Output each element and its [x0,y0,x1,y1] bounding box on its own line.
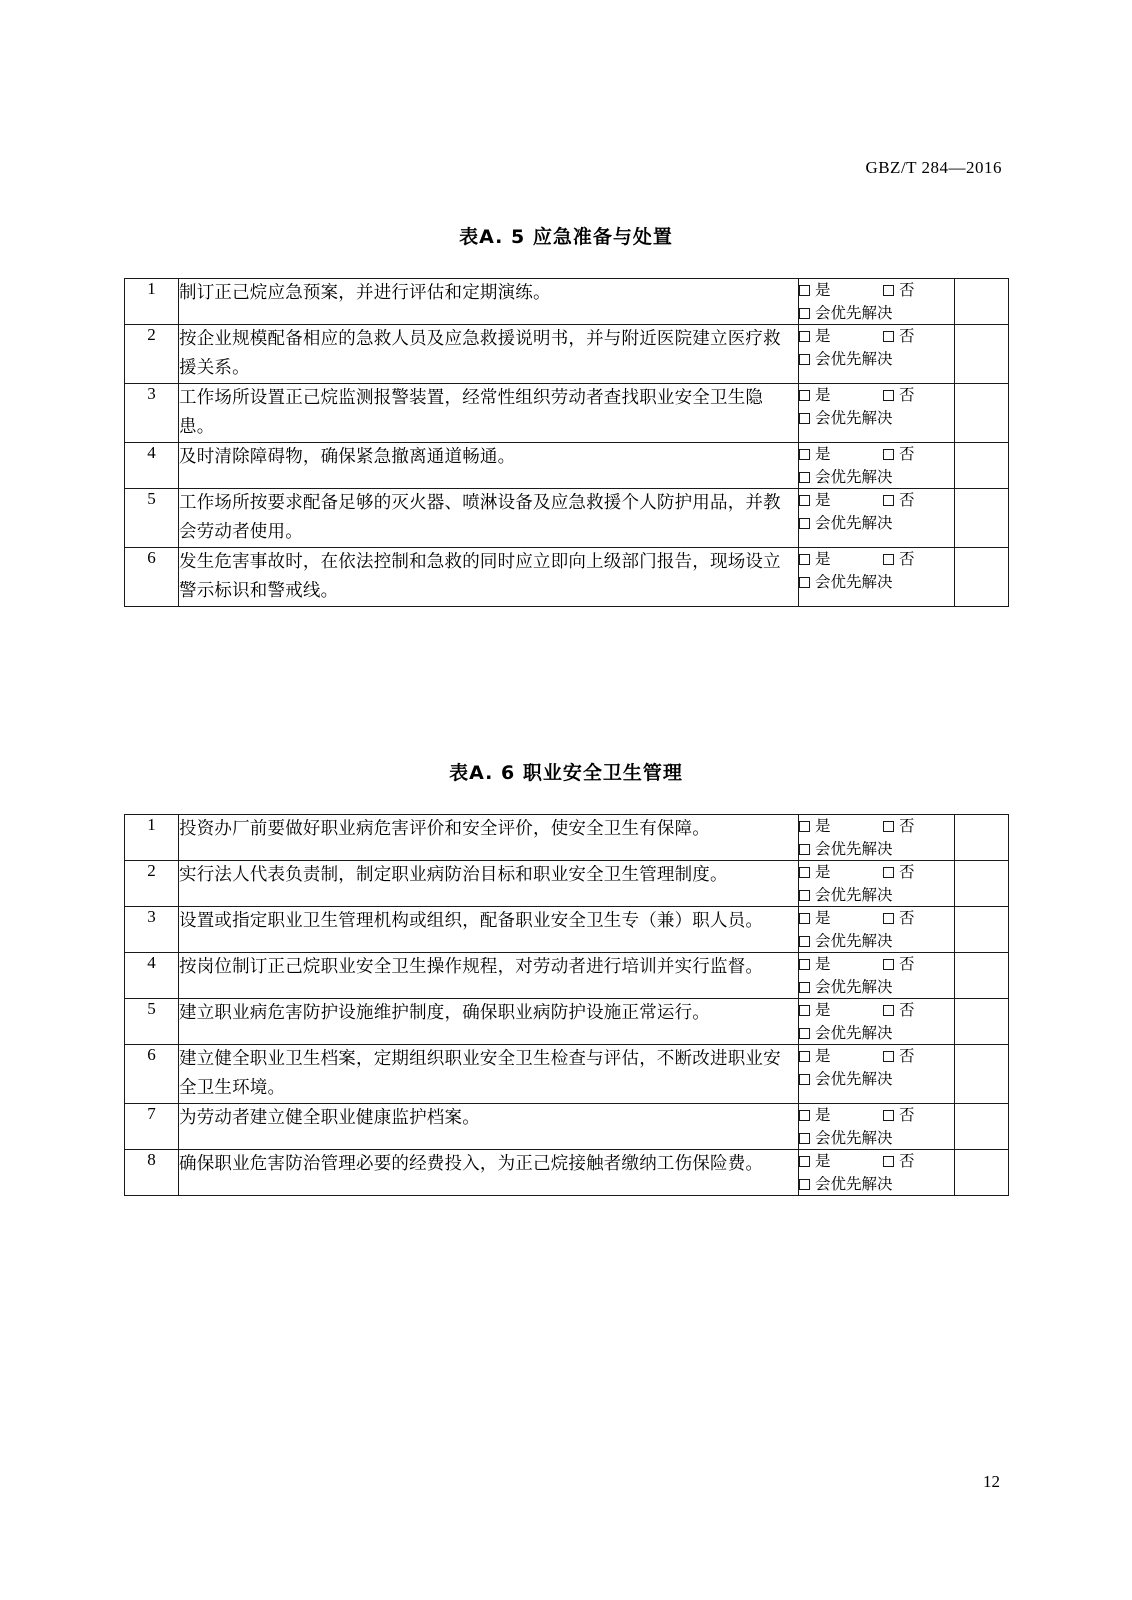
row-text: 工作场所设置正己烷监测报警装置，经常性组织劳动者查找职业安全卫生隐患。 [179,384,799,443]
option-yes-label: 是 [815,909,831,927]
row-remark[interactable] [955,907,1009,953]
row-text: 建立职业病危害防护设施维护制度，确保职业病防护设施正常运行。 [179,999,799,1045]
option-priority[interactable] [799,884,954,906]
table-row [125,279,1009,325]
option-yes-label: 是 [815,863,831,881]
row-options [799,489,955,548]
option-priority[interactable] [799,512,954,534]
table-row [125,384,1009,443]
row-number: 8 [125,1150,179,1196]
checkbox-icon[interactable] [799,1156,810,1167]
row-text: 按企业规模配备相应的急救人员及应急救援说明书，并与附近医院建立医疗救援关系。 [179,325,799,384]
checkbox-icon[interactable] [799,518,810,529]
row-text: 工作场所按要求配备足够的灭火器、喷淋设备及应急救援个人防护用品，并教会劳动者使用。 [179,489,799,548]
row-number: 2 [125,325,179,384]
checkbox-icon[interactable] [799,308,810,319]
option-priority-label: 会优先解决 [815,1175,893,1193]
option-no[interactable] [883,1045,915,1067]
option-no-label: 否 [899,1001,915,1019]
row-remark[interactable] [955,861,1009,907]
option-yes-label: 是 [815,1152,831,1170]
checkbox-icon[interactable] [799,890,810,901]
checkbox-icon[interactable] [799,913,810,924]
row-remark[interactable] [955,815,1009,861]
table-row [125,489,1009,548]
option-yes-label: 是 [815,550,831,568]
table-title-a6: 表A. 6 职业安全卫生管理 [449,762,683,784]
option-yes-label: 是 [815,281,831,299]
row-options [799,548,955,607]
checkbox-icon[interactable] [799,354,810,365]
option-priority[interactable] [799,1127,954,1149]
option-priority-label: 会优先解决 [815,514,893,532]
row-number: 3 [125,384,179,443]
table-row [125,907,1009,953]
option-no-label: 否 [899,550,915,568]
option-yes[interactable] [799,1045,883,1067]
table-row [125,1104,1009,1150]
row-remark[interactable] [955,1150,1009,1196]
checkbox-icon[interactable] [883,1156,894,1167]
checkbox-icon[interactable] [883,331,894,342]
checkbox-icon[interactable] [799,554,810,565]
option-no-label: 否 [899,1106,915,1124]
option-yes[interactable] [799,384,883,406]
checkbox-icon[interactable] [883,449,894,460]
option-yes-label: 是 [815,1001,831,1019]
row-remark[interactable] [955,1045,1009,1104]
checkbox-icon[interactable] [799,821,810,832]
checkbox-icon[interactable] [799,982,810,993]
option-yes[interactable] [799,953,883,975]
checkbox-icon[interactable] [799,1133,810,1144]
option-no[interactable] [883,384,915,406]
row-text: 实行法人代表负责制，制定职业病防治目标和职业安全卫生管理制度。 [179,861,799,907]
checkbox-icon[interactable] [799,1005,810,1016]
option-no-label: 否 [899,863,915,881]
option-yes-label: 是 [815,491,831,509]
checkbox-icon[interactable] [883,285,894,296]
option-yes[interactable] [799,815,883,837]
option-no-label: 否 [899,1047,915,1065]
row-number: 2 [125,861,179,907]
option-priority[interactable] [799,571,954,593]
option-yes[interactable] [799,279,883,301]
option-priority[interactable] [799,1173,954,1195]
checkbox-icon[interactable] [799,495,810,506]
row-options [799,999,955,1045]
option-priority[interactable] [799,1022,954,1044]
option-no[interactable] [883,279,915,301]
row-number: 3 [125,907,179,953]
option-priority[interactable] [799,407,954,429]
table-title-a5: 表A. 5 应急准备与处置 [459,226,673,248]
option-no[interactable] [883,548,915,570]
checkbox-icon[interactable] [799,1110,810,1121]
row-number: 7 [125,1104,179,1150]
option-no[interactable] [883,443,915,465]
table-row [125,443,1009,489]
option-yes[interactable] [799,489,883,511]
row-text: 发生危害事故时，在依法控制和急救的同时应立即向上级部门报告，现场设立警示标识和警戒线。 [179,548,799,607]
row-options [799,907,955,953]
checkbox-icon[interactable] [799,1028,810,1039]
checkbox-icon[interactable] [883,959,894,970]
checkbox-icon[interactable] [799,577,810,588]
option-priority-label: 会优先解决 [815,409,893,427]
checklist-table-a6 [124,814,1009,1196]
row-options [799,815,955,861]
option-yes[interactable] [799,1150,883,1172]
option-no[interactable] [883,1150,915,1172]
row-remark[interactable] [955,489,1009,548]
option-no-label: 否 [899,491,915,509]
row-remark[interactable] [955,325,1009,384]
row-number: 6 [125,548,179,607]
option-yes-label: 是 [815,1106,831,1124]
option-yes-label: 是 [815,327,831,345]
option-yes[interactable] [799,999,883,1021]
option-yes[interactable] [799,907,883,929]
checkbox-icon[interactable] [799,413,810,424]
checkbox-icon[interactable] [883,495,894,506]
option-priority[interactable] [799,302,954,324]
option-priority-label: 会优先解决 [815,1070,893,1088]
page-header-standard-code: GBZ/T 284—2016 [865,158,1002,177]
option-yes-label: 是 [815,817,831,835]
option-yes[interactable] [799,1104,883,1126]
row-text: 按岗位制订正己烷职业安全卫生操作规程，对劳动者进行培训并实行监督。 [179,953,799,999]
option-yes-label: 是 [815,386,831,404]
option-no-label: 否 [899,909,915,927]
option-priority-label: 会优先解决 [815,932,893,950]
option-no-label: 否 [899,1152,915,1170]
option-no-label: 否 [899,955,915,973]
option-no[interactable] [883,907,915,929]
table-row [125,953,1009,999]
checkbox-icon[interactable] [799,867,810,878]
option-priority[interactable] [799,930,954,952]
option-priority-label: 会优先解决 [815,573,893,591]
row-remark[interactable] [955,953,1009,999]
option-priority[interactable] [799,1068,954,1090]
row-options [799,953,955,999]
row-options [799,325,955,384]
row-options [799,1104,955,1150]
option-no[interactable] [883,325,915,347]
checkbox-icon[interactable] [883,821,894,832]
option-priority-label: 会优先解决 [815,886,893,904]
row-number: 1 [125,279,179,325]
row-number: 5 [125,999,179,1045]
row-remark[interactable] [955,548,1009,607]
table-row [125,861,1009,907]
row-text: 为劳动者建立健全职业健康监护档案。 [179,1104,799,1150]
checkbox-icon[interactable] [883,390,894,401]
table-row [125,1045,1009,1104]
option-priority-label: 会优先解决 [815,304,893,322]
option-yes[interactable] [799,861,883,883]
row-remark[interactable] [955,1104,1009,1150]
option-priority-label: 会优先解决 [815,468,893,486]
option-no[interactable] [883,1104,915,1126]
table-row [125,999,1009,1045]
row-number: 4 [125,953,179,999]
option-yes[interactable] [799,548,883,570]
checkbox-icon[interactable] [883,913,894,924]
checkbox-icon[interactable] [799,844,810,855]
option-yes-label: 是 [815,955,831,973]
row-text: 设置或指定职业卫生管理机构或组织，配备职业安全卫生专（兼）职人员。 [179,907,799,953]
row-remark[interactable] [955,384,1009,443]
row-options [799,861,955,907]
checkbox-icon[interactable] [799,390,810,401]
option-priority-label: 会优先解决 [815,1024,893,1042]
option-no[interactable] [883,999,915,1021]
row-options [799,384,955,443]
option-priority[interactable] [799,466,954,488]
row-remark[interactable] [955,279,1009,325]
checkbox-icon[interactable] [799,936,810,947]
checkbox-icon[interactable] [799,1179,810,1190]
row-options [799,279,955,325]
row-text: 确保职业危害防治管理必要的经费投入，为正己烷接触者缴纳工伤保险费。 [179,1150,799,1196]
table-row [125,325,1009,384]
page-number: 12 [983,1472,1000,1491]
checkbox-icon[interactable] [799,959,810,970]
table-row [125,1150,1009,1196]
checkbox-icon[interactable] [799,285,810,296]
option-no[interactable] [883,815,915,837]
option-priority[interactable] [799,348,954,370]
option-no[interactable] [883,953,915,975]
option-yes[interactable] [799,443,883,465]
option-no-label: 否 [899,386,915,404]
option-priority-label: 会优先解决 [815,840,893,858]
row-text: 制订正己烷应急预案，并进行评估和定期演练。 [179,279,799,325]
checkbox-icon[interactable] [883,1051,894,1062]
option-no-label: 否 [899,817,915,835]
option-priority-label: 会优先解决 [815,1129,893,1147]
row-number: 6 [125,1045,179,1104]
row-number: 1 [125,815,179,861]
checkbox-icon[interactable] [883,1005,894,1016]
row-text: 建立健全职业卫生档案，定期组织职业安全卫生检查与评估，不断改进职业安全卫生环境。 [179,1045,799,1104]
option-no[interactable] [883,861,915,883]
option-yes-label: 是 [815,445,831,463]
checkbox-icon[interactable] [799,449,810,460]
row-remark[interactable] [955,999,1009,1045]
checkbox-icon[interactable] [799,472,810,483]
checklist-table-a5 [124,278,1009,607]
table-row [125,548,1009,607]
option-priority-label: 会优先解决 [815,350,893,368]
checkbox-icon[interactable] [799,1051,810,1062]
table-row [125,815,1009,861]
row-number: 4 [125,443,179,489]
checkbox-icon[interactable] [799,1074,810,1085]
option-priority-label: 会优先解决 [815,978,893,996]
option-no-label: 否 [899,327,915,345]
option-yes[interactable] [799,325,883,347]
option-priority[interactable] [799,976,954,998]
row-text: 及时清除障碍物，确保紧急撤离通道畅通。 [179,443,799,489]
row-options [799,1150,955,1196]
option-priority[interactable] [799,838,954,860]
option-yes-label: 是 [815,1047,831,1065]
option-no-label: 否 [899,445,915,463]
checkbox-icon[interactable] [883,1110,894,1121]
option-no-label: 否 [899,281,915,299]
checkbox-icon[interactable] [883,554,894,565]
row-options [799,1045,955,1104]
row-options [799,443,955,489]
option-no[interactable] [883,489,915,511]
row-text: 投资办厂前要做好职业病危害评价和安全评价，使安全卫生有保障。 [179,815,799,861]
row-remark[interactable] [955,443,1009,489]
checkbox-icon[interactable] [883,867,894,878]
row-number: 5 [125,489,179,548]
checkbox-icon[interactable] [799,331,810,342]
